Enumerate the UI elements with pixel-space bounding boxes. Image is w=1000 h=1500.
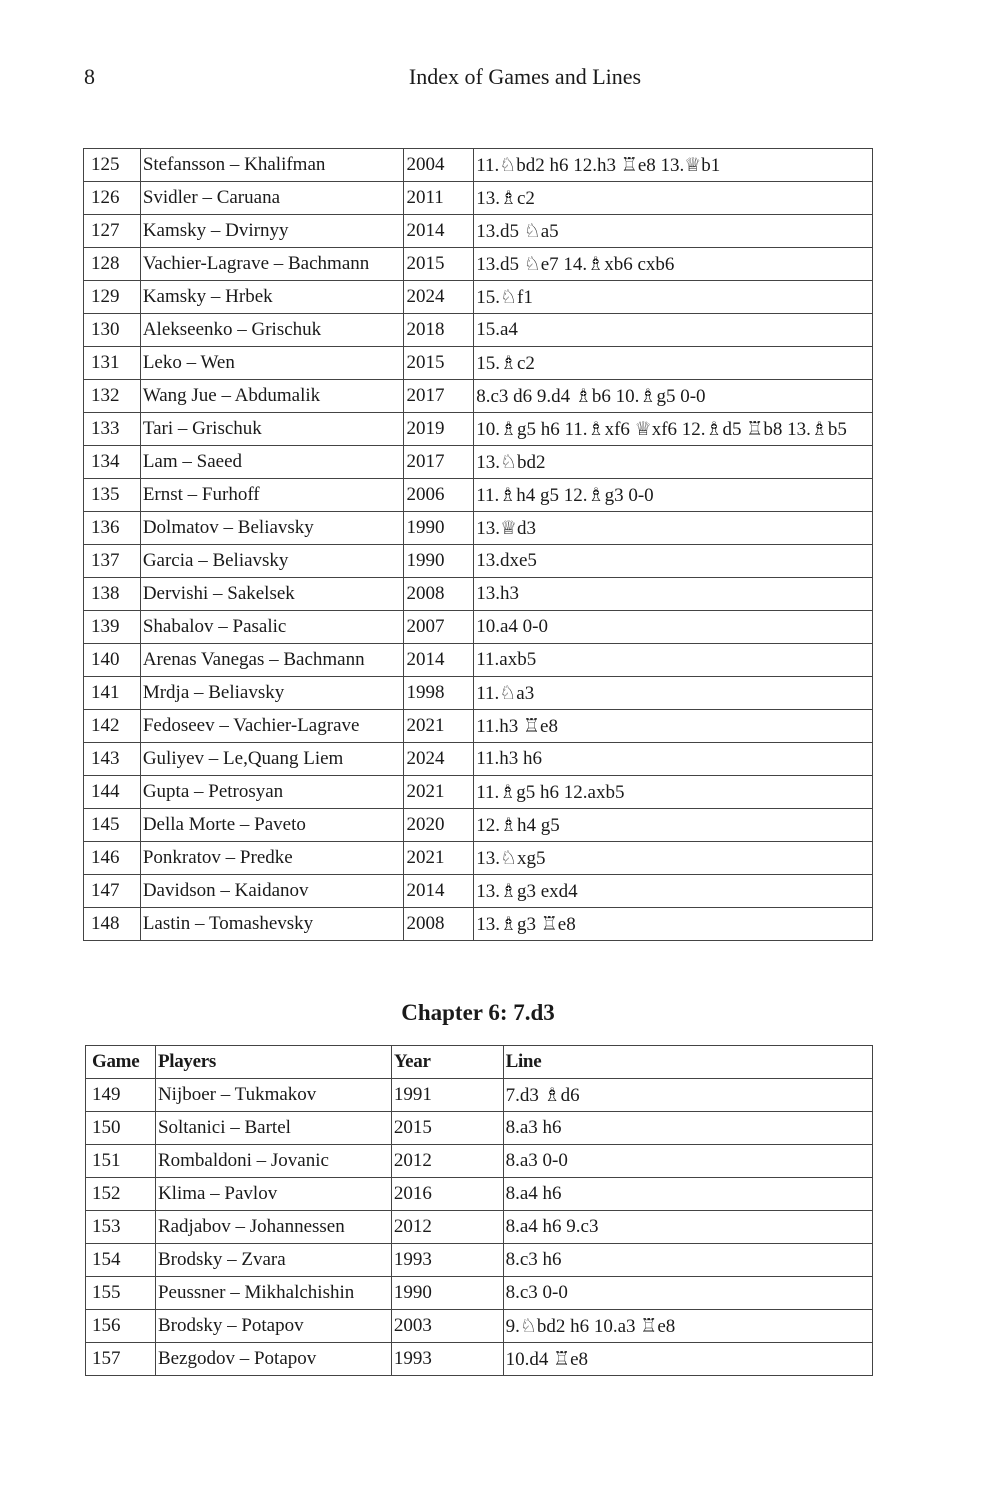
game-number-cell: 155 (86, 1277, 156, 1310)
players-cell: Guliyev – Le,Quang Liem (140, 743, 404, 776)
line-cell: 8.a4 h6 9.c3 (503, 1211, 872, 1244)
line-cell: 13.♘bd2 (474, 446, 873, 479)
table-row (84, 611, 873, 644)
table-row (84, 545, 873, 578)
players-cell: Lastin – Tomashevsky (140, 908, 404, 941)
players-cell: Radjabov – Johannessen (155, 1211, 391, 1244)
line-cell: 11.♗g5 h6 12.axb5 (474, 776, 873, 809)
players-cell: Dervishi – Sakelsek (140, 578, 404, 611)
table-row (84, 908, 873, 941)
year-cell: 2021 (404, 776, 474, 809)
table-row (86, 1112, 873, 1145)
year-cell: 2006 (404, 479, 474, 512)
line-cell: 10.a4 0-0 (474, 611, 873, 644)
table-row (86, 1343, 873, 1376)
line-cell: 9.♘bd2 h6 10.a3 ♖e8 (503, 1310, 872, 1343)
chapter-6-games-table (85, 1045, 873, 1376)
game-number-cell: 154 (86, 1244, 156, 1277)
game-number-cell: 149 (86, 1079, 156, 1112)
year-cell: 2012 (391, 1145, 503, 1178)
table-header-row (86, 1046, 873, 1079)
players-cell: Arenas Vanegas – Bachmann (140, 644, 404, 677)
year-cell: 1998 (404, 677, 474, 710)
players-cell: Klima – Pavlov (155, 1178, 391, 1211)
table-row (86, 1211, 873, 1244)
players-cell: Brodsky – Potapov (155, 1310, 391, 1343)
year-cell: 1990 (391, 1277, 503, 1310)
table-row (84, 413, 873, 446)
year-cell: 2012 (391, 1211, 503, 1244)
line-cell: 8.a3 0-0 (503, 1145, 872, 1178)
players-cell: Kamsky – Hrbek (140, 281, 404, 314)
year-cell: 2008 (404, 578, 474, 611)
line-cell: 11.h3 h6 (474, 743, 873, 776)
line-cell: 13.d5 ♘e7 14.♗xb6 cxb6 (474, 248, 873, 281)
players-cell: Fedoseev – Vachier-Lagrave (140, 710, 404, 743)
line-cell: 13.♘xg5 (474, 842, 873, 875)
year-cell: 2019 (404, 413, 474, 446)
year-cell: 2007 (404, 611, 474, 644)
table-row (84, 215, 873, 248)
line-cell: 13.d5 ♘a5 (474, 215, 873, 248)
year-cell: 2014 (404, 215, 474, 248)
table-row (84, 479, 873, 512)
line-cell: 7.d3 ♗d6 (503, 1079, 872, 1112)
players-cell: Ponkratov – Predke (140, 842, 404, 875)
players-cell: Lam – Saeed (140, 446, 404, 479)
table-row (86, 1079, 873, 1112)
year-cell: 2015 (404, 248, 474, 281)
line-cell: 8.c3 d6 9.d4 ♗b6 10.♗g5 0-0 (474, 380, 873, 413)
table-row (84, 314, 873, 347)
line-cell: 13.♗c2 (474, 182, 873, 215)
players-cell: Ernst – Furhoff (140, 479, 404, 512)
year-cell: 2017 (404, 380, 474, 413)
year-cell: 1991 (391, 1079, 503, 1112)
table-row (84, 248, 873, 281)
year-cell: 2014 (404, 644, 474, 677)
game-number-cell: 126 (84, 182, 141, 215)
players-cell: Alekseenko – Grischuk (140, 314, 404, 347)
line-cell: 13.♕d3 (474, 512, 873, 545)
game-number-cell: 135 (84, 479, 141, 512)
column-header-game: Game (86, 1046, 156, 1079)
chapter-title: Chapter 6: 7.d3 (401, 1000, 555, 1025)
year-cell: 2004 (404, 149, 474, 182)
line-cell: 8.c3 h6 (503, 1244, 872, 1277)
table-row (84, 512, 873, 545)
games-table-continued (83, 148, 873, 941)
table-row (86, 1178, 873, 1211)
game-number-cell: 131 (84, 347, 141, 380)
line-cell: 12.♗h4 g5 (474, 809, 873, 842)
line-cell: 13.h3 (474, 578, 873, 611)
players-cell: Rombaldoni – Jovanic (155, 1145, 391, 1178)
column-header-year: Year (391, 1046, 503, 1079)
game-number-cell: 137 (84, 545, 141, 578)
line-cell: 10.d4 ♖e8 (503, 1343, 872, 1376)
running-head (0, 64, 960, 90)
game-number-cell: 136 (84, 512, 141, 545)
table-row (84, 380, 873, 413)
game-number-cell: 150 (86, 1112, 156, 1145)
year-cell: 1993 (391, 1343, 503, 1376)
players-cell: Leko – Wen (140, 347, 404, 380)
table-row (84, 710, 873, 743)
game-number-cell: 144 (84, 776, 141, 809)
column-header-line: Line (503, 1046, 872, 1079)
players-cell: Soltanici – Bartel (155, 1112, 391, 1145)
year-cell: 2008 (404, 908, 474, 941)
year-cell: 2018 (404, 314, 474, 347)
table-row (84, 776, 873, 809)
game-number-cell: 142 (84, 710, 141, 743)
table-row (84, 149, 873, 182)
players-cell: Dolmatov – Beliavsky (140, 512, 404, 545)
table-row (84, 182, 873, 215)
table-row (86, 1145, 873, 1178)
table-row (86, 1277, 873, 1310)
game-number-cell: 146 (84, 842, 141, 875)
table-row (84, 677, 873, 710)
game-number-cell: 157 (86, 1343, 156, 1376)
page-number: 8 (84, 64, 95, 89)
players-cell: Brodsky – Zvara (155, 1244, 391, 1277)
year-cell: 2011 (404, 182, 474, 215)
players-cell: Wang Jue – Abdumalik (140, 380, 404, 413)
players-cell: Mrdja – Beliavsky (140, 677, 404, 710)
players-cell: Peussner – Mikhalchishin (155, 1277, 391, 1310)
line-cell: 15.♗c2 (474, 347, 873, 380)
game-number-cell: 152 (86, 1178, 156, 1211)
game-number-cell: 138 (84, 578, 141, 611)
table-row (84, 644, 873, 677)
players-cell: Garcia – Beliavsky (140, 545, 404, 578)
line-cell: 15.a4 (474, 314, 873, 347)
line-cell: 15.♘f1 (474, 281, 873, 314)
players-cell: Bezgodov – Potapov (155, 1343, 391, 1376)
game-number-cell: 130 (84, 314, 141, 347)
year-cell: 2017 (404, 446, 474, 479)
table-row (84, 842, 873, 875)
game-number-cell: 156 (86, 1310, 156, 1343)
players-cell: Shabalov – Pasalic (140, 611, 404, 644)
game-number-cell: 153 (86, 1211, 156, 1244)
table-row (84, 347, 873, 380)
year-cell: 1990 (404, 512, 474, 545)
line-cell: 11.♗h4 g5 12.♗g3 0-0 (474, 479, 873, 512)
line-cell: 13.♗g3 exd4 (474, 875, 873, 908)
column-header-players: Players (155, 1046, 391, 1079)
line-cell: 8.c3 0-0 (503, 1277, 872, 1310)
line-cell: 11.axb5 (474, 644, 873, 677)
year-cell: 2003 (391, 1310, 503, 1343)
table-row (86, 1244, 873, 1277)
game-number-cell: 140 (84, 644, 141, 677)
game-number-cell: 139 (84, 611, 141, 644)
table-row (84, 743, 873, 776)
players-cell: Tari – Grischuk (140, 413, 404, 446)
game-number-cell: 134 (84, 446, 141, 479)
game-number-cell: 147 (84, 875, 141, 908)
year-cell: 2021 (404, 710, 474, 743)
table-row (84, 875, 873, 908)
line-cell: 8.a3 h6 (503, 1112, 872, 1145)
year-cell: 2024 (404, 281, 474, 314)
table-row (84, 809, 873, 842)
game-number-cell: 151 (86, 1145, 156, 1178)
line-cell: 11.♘bd2 h6 12.h3 ♖e8 13.♕b1 (474, 149, 873, 182)
line-cell: 13.♗g3 ♖e8 (474, 908, 873, 941)
line-cell: 13.dxe5 (474, 545, 873, 578)
game-number-cell: 145 (84, 809, 141, 842)
players-cell: Nijboer – Tukmakov (155, 1079, 391, 1112)
players-cell: Vachier-Lagrave – Bachmann (140, 248, 404, 281)
table-row (84, 578, 873, 611)
year-cell: 2021 (404, 842, 474, 875)
players-cell: Stefansson – Khalifman (140, 149, 404, 182)
game-number-cell: 143 (84, 743, 141, 776)
game-number-cell: 132 (84, 380, 141, 413)
year-cell: 2015 (404, 347, 474, 380)
players-cell: Della Morte – Paveto (140, 809, 404, 842)
year-cell: 1990 (404, 545, 474, 578)
game-number-cell: 141 (84, 677, 141, 710)
game-number-cell: 127 (84, 215, 141, 248)
game-number-cell: 128 (84, 248, 141, 281)
game-number-cell: 125 (84, 149, 141, 182)
line-cell: 11.h3 ♖e8 (474, 710, 873, 743)
line-cell: 8.a4 h6 (503, 1178, 872, 1211)
year-cell: 1993 (391, 1244, 503, 1277)
line-cell: 11.♘a3 (474, 677, 873, 710)
year-cell: 2024 (404, 743, 474, 776)
players-cell: Kamsky – Dvirnyy (140, 215, 404, 248)
players-cell: Gupta – Petrosyan (140, 776, 404, 809)
year-cell: 2020 (404, 809, 474, 842)
year-cell: 2016 (391, 1178, 503, 1211)
page-title: Index of Games and Lines (408, 64, 642, 89)
players-cell: Svidler – Caruana (140, 182, 404, 215)
game-number-cell: 133 (84, 413, 141, 446)
table-row (84, 281, 873, 314)
line-cell: 10.♗g5 h6 11.♗xf6 ♕xf6 12.♗d5 ♖b8 13.♗b5 (474, 413, 873, 446)
table-row (84, 446, 873, 479)
year-cell: 2015 (391, 1112, 503, 1145)
year-cell: 2014 (404, 875, 474, 908)
table-row (86, 1310, 873, 1343)
game-number-cell: 148 (84, 908, 141, 941)
game-number-cell: 129 (84, 281, 141, 314)
players-cell: Davidson – Kaidanov (140, 875, 404, 908)
